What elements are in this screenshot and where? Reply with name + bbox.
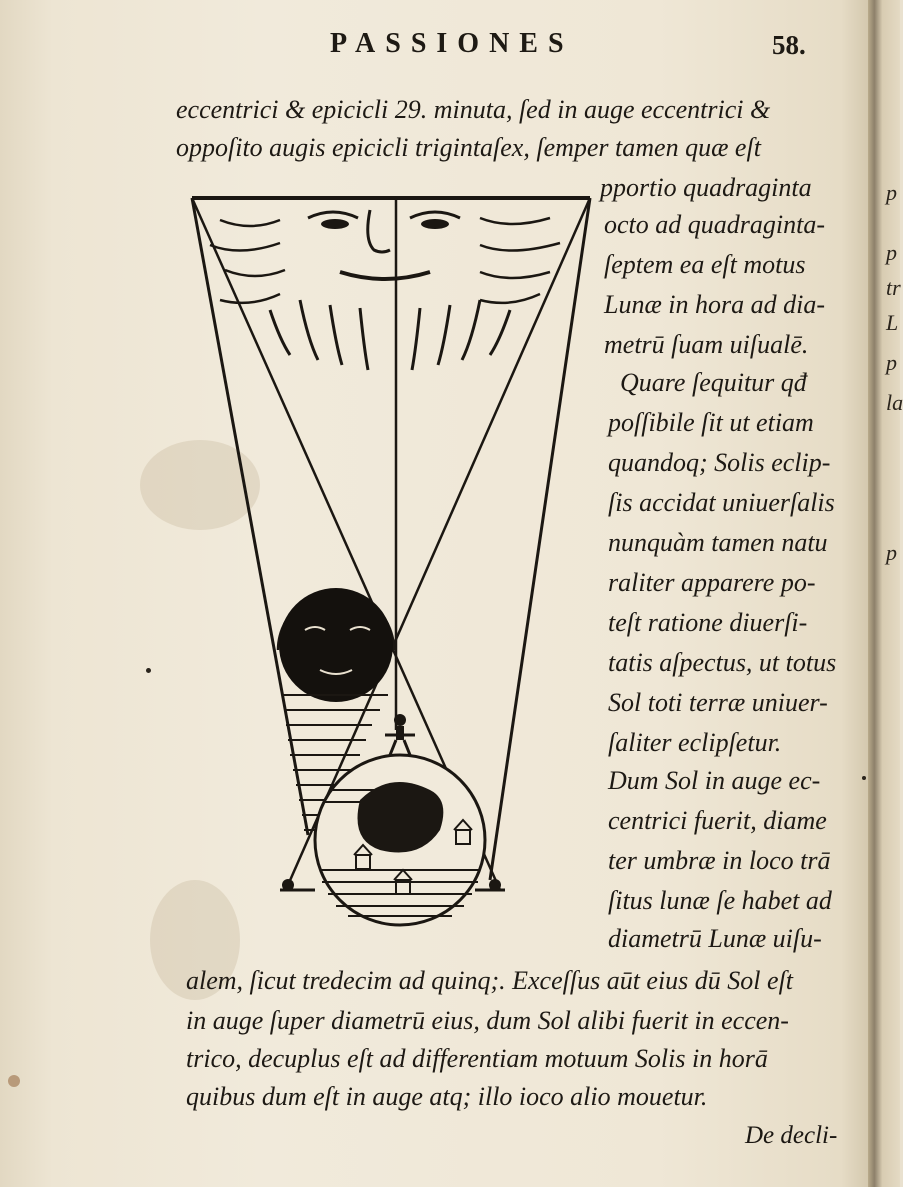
- paper-spot: [8, 1075, 20, 1087]
- text-line: Quare ſequitur qđ: [620, 368, 807, 397]
- text-line: alem, ſicut tredecim ad quinq;. Exceſſus aūt eius dū Sol eſt: [186, 966, 794, 995]
- text-line: trico, decuplus eſt ad differentiam motuum Solis in horā: [186, 1044, 768, 1073]
- text-line: metrū ſuam uiſualē.: [604, 330, 809, 359]
- cone-line-right: [490, 198, 590, 880]
- text-line: Dum Sol in auge ec-: [608, 766, 821, 795]
- text-line: diametrū Lunæ uiſu-: [608, 924, 822, 953]
- text-line: quandoq; Solis eclip-: [608, 448, 831, 477]
- ink-dot: [146, 668, 151, 673]
- next-page-edge: p p tr L p la p: [886, 180, 903, 565]
- sun-face-icon: [210, 210, 560, 370]
- catchword: De decli-: [745, 1122, 838, 1149]
- text-line: Lunæ in hora ad dia-: [604, 290, 826, 319]
- text-line: nunquàm tamen natu: [608, 528, 828, 557]
- page-number: 58.: [772, 30, 806, 60]
- ink-dot: [862, 776, 866, 780]
- text-line: eccentrici & epicicli 29. minuta, ſed in auge eccentrici &: [176, 95, 771, 124]
- text-line: quibus dum eſt in auge atq; illo ioco alio mouetur.: [186, 1082, 708, 1111]
- edge-figure-right-icon: [475, 879, 505, 891]
- text-line: ſitus lunæ ſe habet ad: [608, 886, 832, 915]
- running-title: PASSIONES: [330, 28, 574, 59]
- text-line: raliter apparere po-: [608, 568, 816, 597]
- text-line: centrici fuerit, diame: [608, 806, 827, 835]
- text-line: pportio quadragintа: [600, 173, 812, 202]
- eclipse-woodcut-figure: [180, 190, 600, 940]
- text-line: oppoſito augis epicicli trigintaſex, ſemper tamen quæ eſt: [176, 133, 761, 162]
- text-line: ſeptem ea eſt motus: [604, 250, 806, 279]
- earth-globe-icon: [315, 755, 485, 925]
- eclipsed-moon-icon: [278, 588, 394, 702]
- text-line: Sol toti terræ uniuer-: [608, 688, 828, 717]
- text-line: ſaliter eclipſetur.: [608, 728, 782, 757]
- text-line: tatis aſpectus, ut totus: [608, 648, 837, 677]
- edge-figure-left-icon: [280, 879, 315, 891]
- text-line: poſſibile ſit ut etiam: [608, 408, 814, 437]
- text-line: teſt ratione diuerſi-: [608, 608, 808, 637]
- text-line: octo ad quadraginta-: [604, 210, 825, 239]
- text-line: in auge ſuper diametrū eius, dum Sol alibi fuerit in eccen-: [186, 1006, 789, 1035]
- text-line: ſis accidat uniuerſalis: [608, 488, 835, 517]
- observer-figure-icon: [385, 714, 415, 755]
- text-line: ter umbræ in loco trā: [608, 846, 831, 875]
